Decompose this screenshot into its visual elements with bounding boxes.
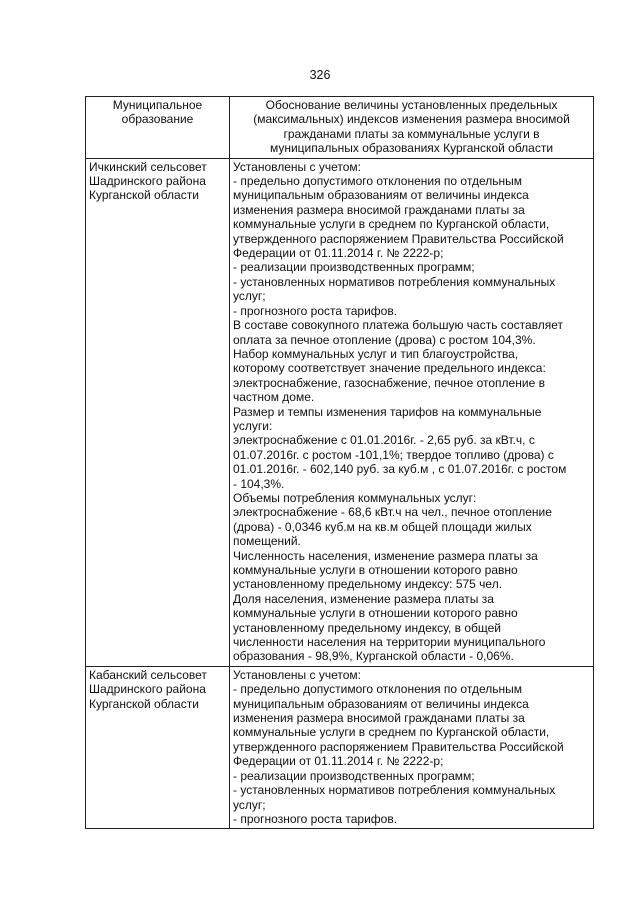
justification-line: установленному предельному индексу: 575 чел. <box>233 577 503 592</box>
header-justification <box>230 97 594 159</box>
justification-line: (дрова) - 0,0346 куб.м на кв.м общей площади жилых <box>233 519 532 534</box>
municipality-line: Курганской области <box>89 696 199 711</box>
municipality-line: Шадринского района <box>89 174 206 189</box>
justification-line: муниципальным образованиям от величины индекса <box>233 188 529 203</box>
justification-line: Набор коммунальных услуг и тип благоустройства, <box>233 346 519 361</box>
justification-line: помещений. <box>233 534 301 549</box>
justification-line: численности населения на территории муниципального <box>233 635 546 650</box>
table-header-row <box>86 97 594 159</box>
justification-line: изменения размера вносимой гражданами платы за <box>233 202 525 217</box>
justification-line: изменения размера вносимой гражданами платы за <box>233 711 525 726</box>
justification-line: 01.07.2016г. с ростом -101,1%; твердое топливо (дрова) с <box>233 447 554 462</box>
table-row <box>86 666 594 828</box>
municipality-line: Курганской области <box>89 188 199 203</box>
page-number: 326 <box>309 68 331 82</box>
justification-line: - установленных нормативов потребления коммунальных <box>233 783 556 798</box>
justification-line: - 104,3%. <box>233 476 285 491</box>
header-line: Обоснование величины установленных предельных <box>265 98 558 112</box>
justification-line: оплата за печное отопление (дрова) с ростом 104,3%. <box>233 332 536 347</box>
justification-line: установленному предельному индексу, в общей <box>233 620 501 635</box>
justification-line: Установлены с учетом: <box>233 667 361 682</box>
justification-line: Федерации от 01.11.2014 г. № 2222-р; <box>233 246 444 261</box>
justification-line: - реализации производственных программ; <box>233 768 475 783</box>
table-body <box>86 158 594 829</box>
justification-line: муниципальным образованиям от величины индекса <box>233 696 529 711</box>
justification-cell <box>230 666 594 828</box>
justification-line: услуг; <box>233 797 266 812</box>
header-line: Муниципальное <box>112 98 203 112</box>
justification-line: утвержденного распоряжением Правительства Российской <box>233 231 564 246</box>
justification-line: Численность населения, изменение размера платы за <box>233 548 538 563</box>
municipality-line: Кабанский сельсовет <box>89 667 207 682</box>
justification-line: В составе совокупного платежа большую часть составляет <box>233 318 564 333</box>
justification-line: частном доме. <box>233 390 315 405</box>
municipality-line: Шадринского района <box>89 682 206 697</box>
justification-line: Доля населения, изменение размера платы за <box>233 591 494 606</box>
municipality-line: Ичкинский сельсовет <box>89 159 207 174</box>
table-row <box>86 158 594 666</box>
header-line: (максимальных) индексов изменения размера вносимой <box>253 112 570 127</box>
justification-line: утвержденного распоряжением Правительства Российской <box>233 739 564 754</box>
justification-line: - предельно допустимого отклонения по отдельным <box>233 174 522 189</box>
header-line: муниципальных образованиях Курганской области <box>269 141 554 156</box>
justification-line: электроснабжение - 68,6 кВт.ч на чел., печное отопление <box>233 505 552 520</box>
justification-line: - прогнозного роста тарифов. <box>233 303 398 318</box>
header-line: гражданами платы за коммунальные услуги в <box>283 126 540 141</box>
header-line: образование <box>121 112 194 127</box>
justification-line: - реализации производственных программ; <box>233 260 475 275</box>
header-municipality <box>86 97 230 159</box>
justification-line: электроснабжение, газоснабжение, печное отопление в <box>233 375 545 390</box>
municipality-cell <box>86 158 230 666</box>
justification-line: - установленных нормативов потребления коммунальных <box>233 274 556 289</box>
justification-line: - предельно допустимого отклонения по отдельным <box>233 682 522 697</box>
justification-line: коммунальные услуги в среднем по Курганской области, <box>233 217 550 232</box>
justification-line: коммунальные услуги в среднем по Курганской области, <box>233 725 550 740</box>
justification-line: Федерации от 01.11.2014 г. № 2222-р; <box>233 754 444 769</box>
justification-line: услуг; <box>233 289 266 304</box>
justification-line: Размер и темпы изменения тарифов на коммунальные <box>233 404 542 419</box>
justification-line: коммунальные услуги в отношении которого равно <box>233 606 518 621</box>
municipality-cell <box>86 666 230 828</box>
justification-line: коммунальные услуги в отношении которого равно <box>233 563 518 577</box>
justification-line: электроснабжение с 01.01.2016г. - 2,65 руб. за кВт.ч, с <box>233 433 535 448</box>
justification-line: 01.01.2016г. - 602,140 руб. за куб.м , с 01.07.2016г. с ростом <box>233 462 567 477</box>
tariff-justification-table <box>85 96 594 829</box>
justification-line: услуги: <box>233 418 273 433</box>
justification-line: Объемы потребления коммунальных услуг: <box>233 490 477 505</box>
justification-cell <box>230 158 594 666</box>
justification-line: образования - 98,9%, Курганской области - 0,06%. <box>233 649 514 664</box>
justification-line: которому соответствует значение предельного индекса: <box>233 361 546 376</box>
justification-line: Установлены с учетом: <box>233 159 361 174</box>
justification-line: - прогнозного роста тарифов. <box>233 811 398 826</box>
